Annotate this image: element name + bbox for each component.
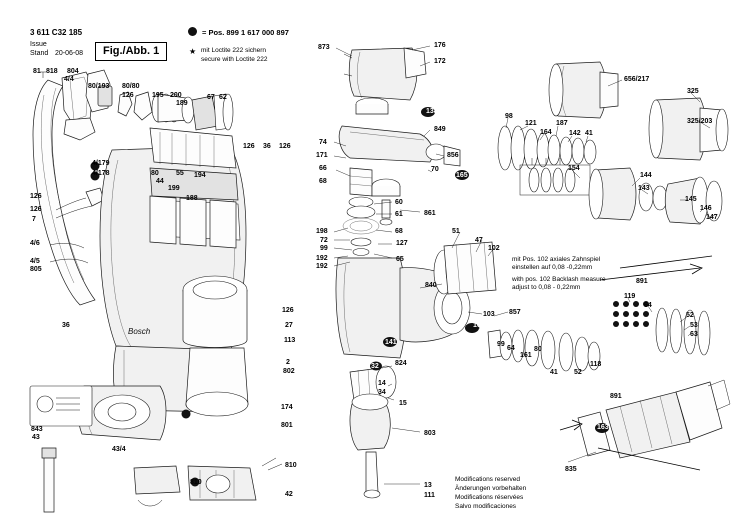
callout: 80 xyxy=(151,170,159,177)
callout: 189 xyxy=(176,100,188,107)
callout: 4/5 xyxy=(30,258,40,265)
callout: 62 xyxy=(219,94,227,101)
callout: 174 xyxy=(281,404,293,411)
callout: 7 xyxy=(32,216,36,223)
callout: 81 xyxy=(33,68,41,75)
callout: 145 xyxy=(685,196,697,203)
backlash-note-de-1: mit Pos. 102 axiales Zahnspiel xyxy=(512,256,601,263)
callout: 47 xyxy=(475,237,483,244)
callout: 80 xyxy=(534,346,542,353)
callout: 42 xyxy=(285,491,293,498)
callout: 192 xyxy=(316,263,328,270)
callout: 72 xyxy=(320,237,328,244)
callout: 64 xyxy=(507,345,515,352)
callout: 74 xyxy=(319,139,327,146)
callout: 849 xyxy=(434,126,446,133)
callout: 4/6 xyxy=(30,240,40,247)
callout: 891 xyxy=(610,393,622,400)
callout: 142 xyxy=(569,130,581,137)
callout: 98 xyxy=(505,113,513,120)
callout: 102 xyxy=(488,245,500,252)
callout: 68 xyxy=(395,228,403,235)
callout: 144 xyxy=(640,172,652,179)
callout: 192 xyxy=(316,255,328,262)
backlash-note-en-2: adjust to 0,08 - 0,22mm xyxy=(512,284,581,291)
callout: 41 xyxy=(585,130,593,137)
callout: 121 xyxy=(525,120,537,127)
loctite-star-icon: ★ xyxy=(189,47,197,56)
callout: 15 xyxy=(399,400,407,407)
callout: 176 xyxy=(434,42,446,49)
callout: 43 xyxy=(32,434,40,441)
part-number: 3 611 C32 185 xyxy=(30,28,83,37)
callout: 52 xyxy=(686,312,694,319)
callout: 138 xyxy=(426,108,438,115)
callout: 126 xyxy=(279,143,291,150)
callout: 891 xyxy=(636,278,648,285)
modifications-line-3: Salvo modificaciones xyxy=(455,503,517,510)
callout: 840 xyxy=(425,282,437,289)
callout: 147 xyxy=(706,214,718,221)
callout: 99 xyxy=(497,341,505,348)
callout: 13 xyxy=(424,482,432,489)
callout: 656/217 xyxy=(624,76,650,83)
callout: 43/4 xyxy=(112,446,126,453)
callout: 146 xyxy=(700,205,712,212)
callout: 165 xyxy=(473,322,485,329)
callout: 60 xyxy=(395,199,403,206)
callout: 4/178 xyxy=(92,170,110,177)
callout: 68 xyxy=(319,178,327,185)
callout: 143 xyxy=(638,185,650,192)
callout: 70 xyxy=(431,166,439,173)
callout: 801 xyxy=(281,422,293,429)
callout: 61 xyxy=(395,211,403,218)
callout: 51 xyxy=(452,228,460,235)
callout: 66 xyxy=(319,165,327,172)
callout: 856 xyxy=(447,152,459,159)
loctite-note-en: secure with Loctite 222 xyxy=(201,56,268,63)
callout: 127 xyxy=(396,240,408,247)
callout: 111 xyxy=(424,492,435,499)
callout: 4/179 xyxy=(92,160,110,167)
callout: 44 xyxy=(156,178,164,185)
callout: 41 xyxy=(550,369,558,376)
svg-text:Bosch: Bosch xyxy=(128,327,151,336)
issue-date: 20-06-08 xyxy=(55,50,84,57)
callout: 857 xyxy=(509,309,521,316)
callout: 154 xyxy=(568,165,580,172)
issue-label: Issue xyxy=(30,41,47,48)
callout: 843 xyxy=(31,426,43,433)
callout: 810 xyxy=(285,462,297,469)
callout: 67 xyxy=(207,94,215,101)
callout: 118 xyxy=(590,361,602,368)
modifications-line-2: Modifications réservées xyxy=(455,494,524,501)
callout: 873 xyxy=(318,44,330,51)
callout: 187 xyxy=(556,120,568,127)
callout: 141 xyxy=(385,339,397,346)
backlash-note-en-1: with pos. 102 Backlash measure xyxy=(512,276,606,283)
callout: 325/203 xyxy=(687,118,713,125)
pos-note: = Pos. 899 1 617 000 897 xyxy=(202,28,289,37)
callout: 64 xyxy=(644,302,652,309)
callout: 63 xyxy=(690,331,698,338)
callout: 200 xyxy=(170,92,182,99)
callout: 36 xyxy=(263,143,271,150)
callout: 4/4 xyxy=(64,76,74,83)
callout: 818 xyxy=(46,68,58,75)
callout: 171 xyxy=(316,152,328,159)
callout: 119 xyxy=(624,293,636,300)
callout: 803 xyxy=(424,430,436,437)
backlash-note-de-2: einstellen auf 0,08 -0,22mm xyxy=(512,264,593,271)
callout: 188 xyxy=(186,195,198,202)
modifications-line-0: Modifications reserved xyxy=(455,476,521,483)
callout: 172 xyxy=(434,58,446,65)
callout: 80/193 xyxy=(88,83,110,90)
callout: 32 xyxy=(371,363,379,370)
callout: 113 xyxy=(284,337,296,344)
callout: 164 xyxy=(540,129,552,136)
callout: 14 xyxy=(378,380,386,387)
callout: 99 xyxy=(320,245,328,252)
callout: 165 xyxy=(456,172,468,179)
callout: 27 xyxy=(285,322,293,329)
callout: 53 xyxy=(690,322,698,329)
callout: 80/80 xyxy=(122,83,140,90)
callout: 126 xyxy=(30,193,42,200)
callout: 36 xyxy=(62,322,70,329)
callout: 65 xyxy=(396,256,404,263)
callout: 52 xyxy=(574,369,582,376)
callout: 103 xyxy=(483,311,495,318)
callout: 126 xyxy=(282,307,294,314)
callout: 126 xyxy=(243,143,255,150)
callout: 163 xyxy=(597,424,609,431)
stand-label: Stand xyxy=(30,50,49,57)
callout: 161 xyxy=(520,352,532,359)
callout: 861 xyxy=(424,210,436,217)
callout: 802 xyxy=(283,368,295,375)
callout: 55 xyxy=(176,170,184,177)
callout: 325 xyxy=(687,88,699,95)
callout: 195 xyxy=(152,92,164,99)
callout: 198 xyxy=(316,228,328,235)
callout: 810 xyxy=(190,479,202,486)
callout: 804 xyxy=(67,68,79,75)
callout: 126 xyxy=(122,92,134,99)
callout: 194 xyxy=(194,172,206,179)
figure-label: Fig./Abb. 1 xyxy=(95,42,167,61)
loctite-note-de: mit Loctite 222 sichern xyxy=(201,47,267,54)
callout: 199 xyxy=(168,185,180,192)
callout: 835 xyxy=(565,466,577,473)
modifications-line-1: Änderungen vorbehalten xyxy=(455,485,527,492)
callout: 2 xyxy=(286,359,290,366)
callout: 126 xyxy=(30,206,42,213)
callout: 34 xyxy=(378,389,386,396)
callout: 824 xyxy=(395,360,407,367)
callout: 805 xyxy=(30,266,42,273)
